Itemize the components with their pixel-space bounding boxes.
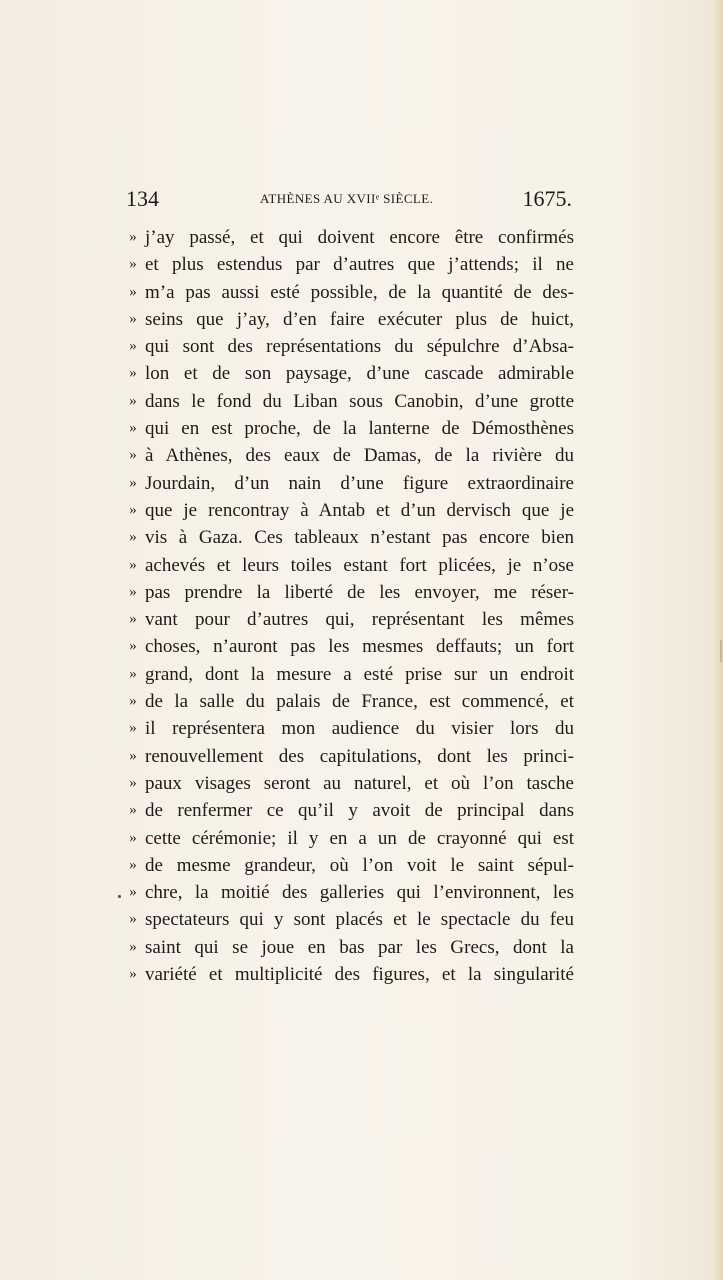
text-line bbox=[124, 470, 574, 497]
margin-dot bbox=[118, 895, 121, 898]
guillemet: » bbox=[129, 501, 137, 518]
line-text: chre, la moitié des galleries qui l’environnent, les bbox=[145, 882, 574, 904]
guillemet: » bbox=[129, 747, 137, 764]
guillemet: » bbox=[129, 474, 137, 491]
guillemet: » bbox=[129, 611, 137, 628]
line-text: spectateurs qui y sont placés et le spectacle du feu bbox=[145, 909, 574, 931]
text-line bbox=[124, 224, 574, 251]
text-line bbox=[124, 688, 574, 715]
guillemet: » bbox=[129, 938, 137, 955]
guillemet: » bbox=[129, 420, 137, 437]
line-text: j’ay passé, et qui doivent encore être confirmés bbox=[145, 227, 574, 248]
text-line bbox=[124, 497, 574, 524]
page-header bbox=[126, 186, 572, 214]
line-text: vis à Gaza. Ces tableaux n’estant pas encore bien bbox=[145, 527, 574, 549]
text-line bbox=[124, 552, 574, 579]
line-text: cette cérémonie; il y en a un de crayonné qui est bbox=[145, 827, 574, 849]
text-line bbox=[124, 715, 574, 742]
text-line bbox=[124, 360, 574, 387]
guillemet: » bbox=[129, 720, 137, 737]
line-text: vant pour d’autres qui, représentant les mêmes bbox=[145, 609, 574, 631]
line-text: de mesme grandeur, où l’on voit le saint sépul- bbox=[145, 854, 574, 876]
margin-mark bbox=[720, 640, 722, 662]
text-line bbox=[124, 934, 574, 961]
text-line bbox=[124, 606, 574, 633]
text-line bbox=[124, 961, 574, 988]
guillemet: » bbox=[129, 392, 137, 409]
text-line bbox=[124, 906, 574, 933]
line-text: paux visages seront au naturel, et où l’on tasche bbox=[145, 772, 574, 794]
line-text: Jourdain, d’un nain d’une figure extraordinaire bbox=[145, 472, 574, 494]
line-text: seins que j’ay, d’en faire exécuter plus de huict, bbox=[145, 308, 574, 330]
line-text: qui sont des représentations du sépulchre d’Absa- bbox=[145, 336, 574, 358]
guillemet: » bbox=[129, 638, 137, 655]
text-line bbox=[124, 770, 574, 797]
line-text: choses, n’auront pas les mesmes deffauts; un fort bbox=[145, 636, 574, 658]
guillemet: » bbox=[129, 693, 137, 710]
guillemet: » bbox=[129, 310, 137, 327]
text-line bbox=[124, 797, 574, 824]
line-text: et plus estendus par d’autres que j’attends; il ne bbox=[145, 254, 574, 276]
line-text: que je rencontray à Antab et d’un dervisch que je bbox=[145, 499, 574, 521]
running-title: ATHÈNES AU XVIIᵉ SIÈCLE. bbox=[260, 191, 434, 206]
text-line bbox=[124, 579, 574, 606]
line-text: renouvellement des capitulations, dont les princi- bbox=[145, 745, 574, 767]
text-line bbox=[124, 415, 574, 442]
line-text: il représentera mon audience du visier lors du bbox=[145, 718, 574, 740]
text-line bbox=[124, 524, 574, 551]
guillemet: » bbox=[129, 583, 137, 600]
guillemet: » bbox=[129, 774, 137, 791]
guillemet: » bbox=[129, 229, 137, 245]
text-line bbox=[124, 279, 574, 306]
text-line bbox=[124, 825, 574, 852]
line-text: achevés et leurs toiles estant fort plicées, je n’ose bbox=[145, 554, 574, 576]
guillemet: » bbox=[129, 829, 137, 846]
guillemet: » bbox=[129, 665, 137, 682]
text-line bbox=[124, 852, 574, 879]
line-text: dans le fond du Liban sous Canobin, d’une grotte bbox=[145, 390, 574, 412]
guillemet: » bbox=[129, 365, 137, 382]
guillemet: » bbox=[129, 256, 137, 273]
line-text: qui en est proche, de la lanterne de Démosthènes bbox=[145, 418, 574, 440]
page-number: 134 bbox=[126, 186, 159, 211]
line-text: variété et multiplicité des figures, et la singularité bbox=[145, 964, 574, 986]
guillemet: » bbox=[129, 856, 137, 873]
guillemet: » bbox=[129, 911, 137, 928]
guillemet: » bbox=[129, 884, 137, 901]
guillemet: » bbox=[129, 556, 137, 573]
text-line bbox=[124, 251, 574, 278]
guillemet: » bbox=[129, 338, 137, 355]
text-line bbox=[124, 388, 574, 415]
text-line bbox=[124, 661, 574, 688]
text-line bbox=[124, 333, 574, 360]
line-text: de renfermer ce qu’il y avoit de principal dans bbox=[145, 800, 574, 822]
line-text: pas prendre la liberté de les envoyer, me réser- bbox=[145, 581, 574, 603]
guillemet: » bbox=[129, 802, 137, 819]
guillemet: » bbox=[129, 447, 137, 464]
year-heading: 1675. bbox=[522, 186, 572, 211]
guillemet: » bbox=[129, 283, 137, 300]
line-text: saint qui se joue en bas par les Grecs, dont la bbox=[145, 936, 574, 958]
text-line bbox=[124, 442, 574, 469]
line-text: grand, dont la mesure a esté prise sur un endroit bbox=[145, 663, 574, 685]
body-text bbox=[124, 224, 574, 988]
line-text: à Athènes, des eaux de Damas, de la rivière du bbox=[145, 445, 574, 467]
text-line bbox=[124, 743, 574, 770]
guillemet: » bbox=[129, 529, 137, 546]
line-text: de la salle du palais de France, est commencé, et bbox=[145, 691, 574, 713]
text-line bbox=[124, 633, 574, 660]
line-text: m’a pas aussi esté possible, de la quantité de des- bbox=[145, 281, 574, 303]
text-line bbox=[124, 306, 574, 333]
line-text: lon et de son paysage, d’une cascade admirable bbox=[145, 363, 574, 385]
guillemet: » bbox=[129, 966, 137, 983]
text-line bbox=[124, 879, 574, 906]
